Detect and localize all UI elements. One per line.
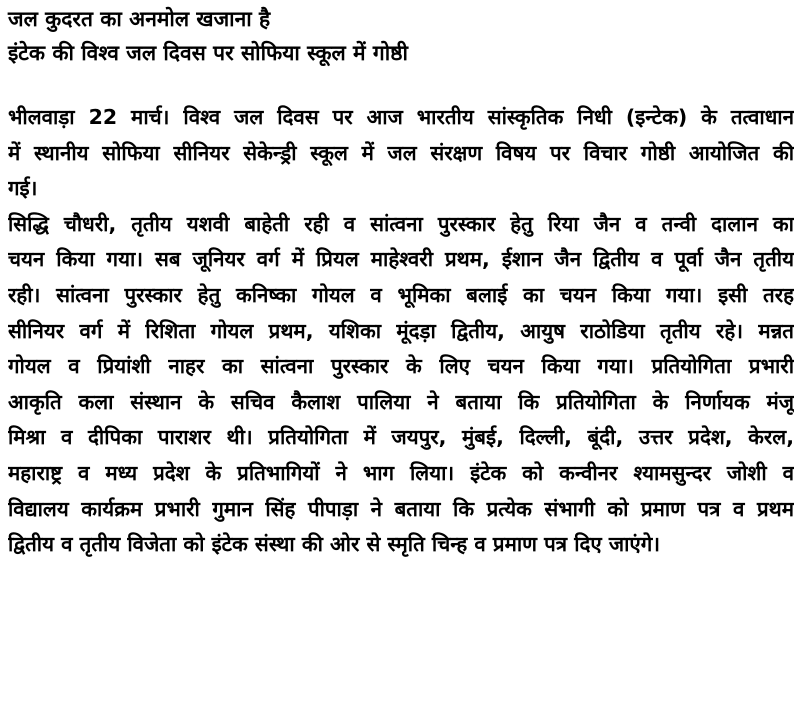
body-line: द्वितीय व तृतीय विजेता को इंटेक संस्था की ओर से स्मृति चिन्ह व प्रमाण पत्र दिए जाएंगे।	[8, 532, 661, 557]
body-line: महाराष्ट्र व मध्य प्रदेश के प्रतिभागियों ने भाग लिया। इंटेक को कन्वीनर श्यामसुन्दर जोशी व	[8, 460, 794, 485]
article-subtitle: इंटेक की विश्व जल दिवस पर सोफिया स्कूल में गोष्ठी	[8, 41, 408, 65]
body-line: चयन किया गया। सब जूनियर वर्ग में प्रियल माहेश्वरी प्रथम, ईशान जैन द्वितीय व पूर्वा जैन तृतीय	[8, 247, 794, 272]
body-line: गई।	[8, 176, 38, 201]
body-line: विद्यालय कार्यक्रम प्रभारी गुमान सिंह पीपाड़ा ने बताया कि प्रत्येक संभागी को प्रमाण पत्र व प्रथम	[8, 496, 794, 521]
body-line: भीलवाड़ा 22 मार्च। विश्व जल दिवस पर आज भारतीय सांस्कृतिक निधी (इन्टेक) के तत्वाधान	[8, 105, 794, 129]
body-line: में स्थानीय सोफिया सीनियर सेकेन्ड्री स्कूल में जल संरक्षण विषय पर विचार गोष्ठी आयोजित की	[8, 140, 794, 165]
body-line: सिद्धि चौधरी, तृतीय यशवी बाहेती रही व सांत्वना पुरस्कार हेतु रिया जैन व तन्वी दालान का	[8, 211, 794, 236]
article-title: जल कुदरत का अनमोल खजाना है	[8, 7, 271, 31]
body-line: रही। सांत्वना पुरस्कार हेतु कनिष्का गोयल व भूमिका बलाई का चयन किया गया। इसी तरह	[8, 282, 794, 307]
article-body	[8, 100, 794, 563]
body-line: सीनियर वर्ग में रिशिता गोयल प्रथम, यशिका मूंदड़ा द्वितीय, आयुष राठोडिया तृतीय रहे। मन्नत	[8, 318, 794, 343]
article	[8, 2, 794, 563]
body-line: मिश्रा व दीपिका पाराशर थी। प्रतियोगिता में जयपुर, मुंबई, दिल्ली, बूंदी, उत्तर प्रदेश, केरल,	[8, 425, 794, 450]
body-line: आकृति कला संस्थान के सचिव कैलाश पालिया ने बताया कि प्रतियोगिता के निर्णायक मंजू	[8, 389, 794, 414]
body-line: गोयल व प्रियांशी नाहर का सांत्वना पुरस्कार के लिए चयन किया गया। प्रतियोगिता प्रभारी	[8, 354, 794, 379]
